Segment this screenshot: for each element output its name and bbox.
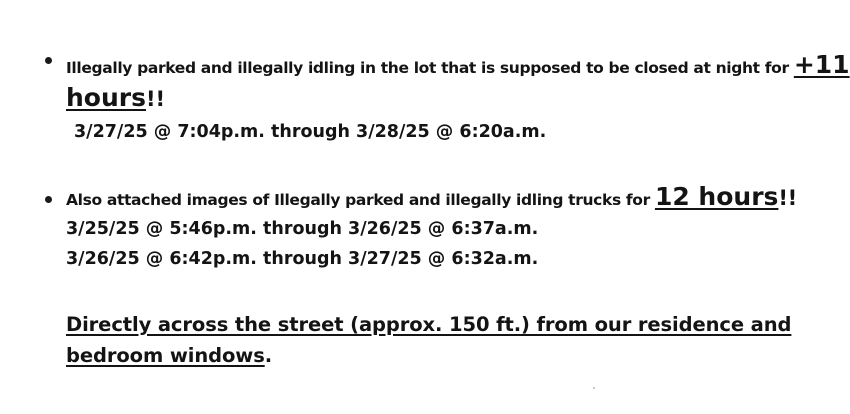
bullet-1-text-line xyxy=(66,50,850,79)
bullet-2-suffix: !! xyxy=(778,186,797,210)
bullet-2-emphasis: 12 hours xyxy=(654,182,779,211)
bullet-2-date-range-1: 3/25/25 @ 5:46p.m. through 3/26/25 @ 6:37a.m. xyxy=(66,219,539,239)
bullet-1-emphasis-cont: hours xyxy=(66,83,146,112)
scan-speck xyxy=(593,387,595,389)
closing-text-1: Directly across the street (approx. 150 ft.) from our residence and xyxy=(66,313,792,336)
bullet-1-suffix: !! xyxy=(145,87,166,111)
bullet-2-text-line xyxy=(66,182,797,211)
bullet-1-text: Illegally parked and illegally idling in the lot that is supposed to be closed at night for xyxy=(66,59,789,77)
closing-suffix: . xyxy=(264,344,273,367)
bullet-2-text: Also attached images of Illegally parked and illegally idling trucks for xyxy=(66,191,650,209)
closing-line-1 xyxy=(66,313,791,336)
bullet-1-emphasis: +11 xyxy=(793,50,850,79)
bullet-1-continuation xyxy=(66,83,165,112)
bullet-point-2 xyxy=(45,196,52,203)
bullet-2-date-range-2: 3/26/25 @ 6:42p.m. through 3/27/25 @ 6:32a.m. xyxy=(66,249,539,269)
bullet-point-1 xyxy=(45,57,52,64)
bullet-1-date-range: 3/27/25 @ 7:04p.m. through 3/28/25 @ 6:20a.m. xyxy=(74,122,547,142)
closing-text-2: bedroom windows xyxy=(66,344,265,367)
closing-line-2 xyxy=(66,344,272,367)
